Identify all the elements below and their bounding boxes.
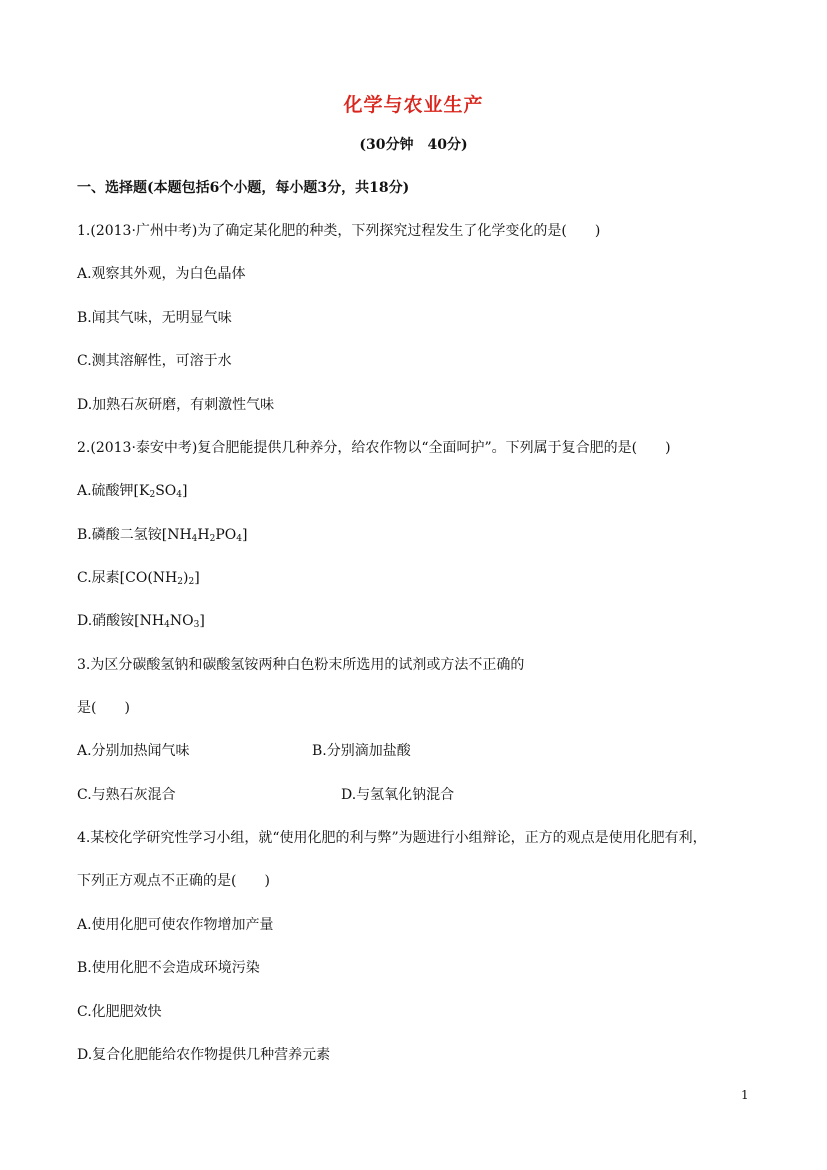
question-4-option-a: A.使用化肥可使农作物增加产量 (77, 917, 274, 933)
question-3-option-d: D.与氢氧化钠混合 (341, 787, 455, 803)
question-2-option-b (77, 525, 247, 549)
page-subtitle: (30分钟 40分) (359, 137, 468, 153)
question-4-option-c: C.化肥肥效快 (77, 1004, 162, 1020)
option-text: NO (169, 613, 194, 629)
question-4-stem-line-2: 下列正方观点不正确的是( ) (77, 873, 270, 889)
option-text: H (197, 527, 210, 543)
option-text: A.硫酸钾[K (77, 483, 150, 499)
option-text: ] (199, 613, 205, 629)
subscript: 2 (149, 490, 156, 500)
option-text: ] (242, 527, 248, 543)
option-text: B.磷酸二氢铵[NH (77, 527, 192, 543)
option-text: D.硝酸铵[NH (77, 613, 165, 629)
subscript: 2 (209, 534, 216, 544)
question-3-stem-line-2: 是( ) (77, 700, 130, 716)
question-2-option-a (77, 481, 188, 505)
question-3-option-a: A.分别加热闻气味 (77, 743, 190, 759)
option-text: ] (194, 570, 200, 586)
option-text: C.尿素[CO(NH (77, 570, 178, 586)
subscript: 4 (164, 620, 170, 630)
question-1-option-a: A.观察其外观，为白色晶体 (77, 266, 246, 282)
option-text: ) (182, 570, 189, 586)
page-title: 化学与农业生产 (343, 94, 484, 116)
question-4-option-b: B.使用化肥不会造成环境污染 (77, 960, 260, 976)
subscript: 4 (176, 490, 183, 500)
subscript: 3 (193, 620, 200, 630)
subscript: 4 (236, 534, 242, 544)
section-heading: 一、选择题(本题包括6个小题，每小题3分，共18分) (77, 180, 410, 196)
question-4-stem-line-1: 4.某校化学研究性学习小组，就“使用化肥的利与弊”为题进行小组辩论，正方的观点是使用化肥有利， (77, 830, 707, 846)
option-text: PO (215, 527, 237, 543)
subscript: 2 (177, 577, 183, 587)
question-3-option-b: B.分别滴加盐酸 (312, 743, 411, 759)
option-text: SO (155, 483, 177, 499)
subscript: 4 (191, 534, 198, 544)
page-number: 1 (741, 1088, 749, 1102)
question-1-option-d: D.加熟石灰研磨，有刺激性气味 (77, 397, 275, 413)
question-4-option-d: D.复合化肥能给农作物提供几种营养元素 (77, 1047, 331, 1063)
question-1-stem: 1.(2013·广州中考)为了确定某化肥的种类，下列探究过程发生了化学变化的是( ) (77, 223, 601, 239)
question-1-option-b: B.闻其气味，无明显气味 (77, 310, 232, 326)
question-2-option-d (77, 611, 205, 635)
question-2-option-c (77, 568, 200, 592)
question-3-stem-line-1: 3.为区分碳酸氢钠和碳酸氢铵两种白色粉末所选用的试剂或方法不正确的 (77, 657, 525, 673)
question-3-option-c: C.与熟石灰混合 (77, 787, 176, 803)
question-1-option-c: C.测其溶解性，可溶于水 (77, 353, 232, 369)
subscript: 2 (188, 577, 195, 587)
option-text: ] (182, 483, 188, 499)
question-2-stem: 2.(2013·泰安中考)复合肥能提供几种养分，给农作物以“全面呵护”。下列属于复合肥的是( ) (77, 440, 671, 456)
